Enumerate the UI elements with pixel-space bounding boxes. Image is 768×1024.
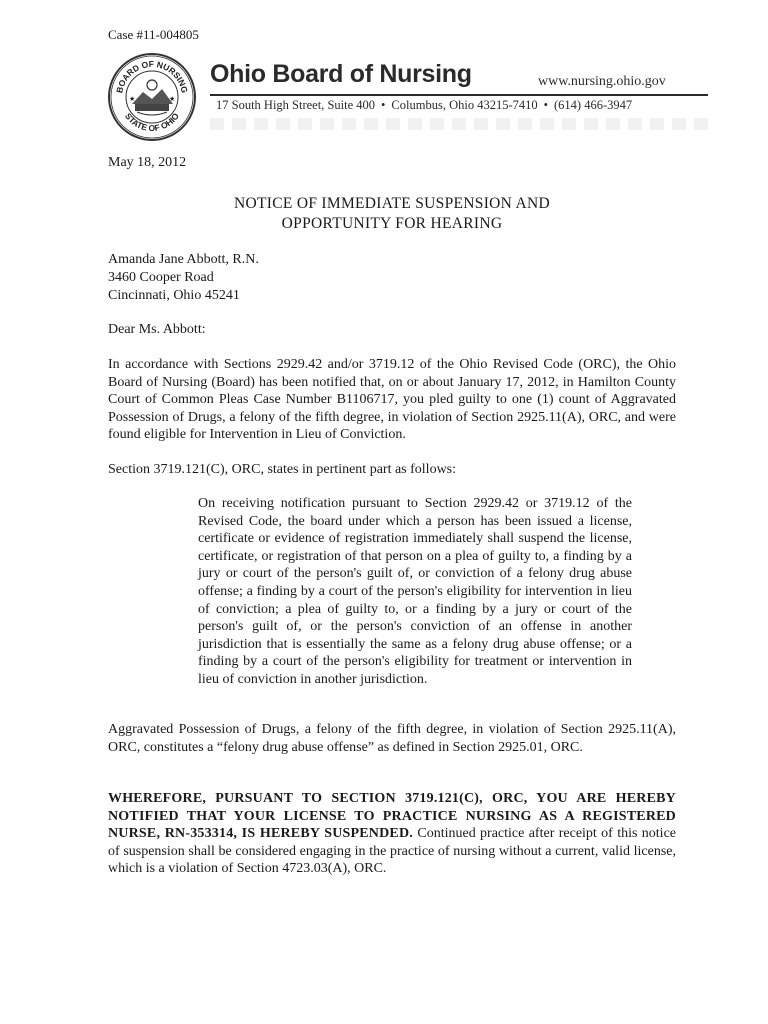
state-seal-icon (107, 52, 197, 142)
seal-top-text: BOARD OF NURSING (114, 58, 190, 94)
statute-quote: On receiving notification pursuant to Section 2929.42 or 3719.12 of the Revised Code, the board under which a person has been issued a license, certificate or evidence of registration immediately shall suspend the license, certificate, or registration of that person on a plea of guilty to, a finding by a jury or court of the person's guilt of, or conviction of a felony drug abuse offense; a finding by a court of the person's eligibility for intervention in lieu of conviction; a plea of guilty to, or a finding by a jury or court of the person's guilt of, or the person's conviction of an offense in another jurisdiction that is essentially the same as a felony drug abuse offense; or a finding by a court of the person's eligibility for treatment or intervention in lieu of conviction in another jurisdiction. (198, 496, 632, 687)
recipient-city: Cincinnati, Ohio 45241 (108, 288, 240, 303)
website: www.nursing.ohio.gov (538, 74, 666, 89)
paragraph-4 (108, 790, 676, 878)
suspension-notice-rest: Continued practice after receipt of this notice of suspension shall be considered engaging in the practice of nursing without a current, valid license, which is a violation of Section 4723.03(A), ORC. (108, 826, 676, 877)
seal-bottom-text: STATE OF OHIO (123, 111, 181, 134)
phone: (614) 466-3947 (554, 98, 633, 112)
notice-title (108, 194, 676, 234)
svg-text:★: ★ (129, 95, 136, 103)
paragraph-1: In accordance with Sections 2929.42 and/or 3719.12 of the Ohio Revised Code (ORC), the Ohio Board of Nursing (Board) has been notified that, on or about January 17, 2012, in Hamilton County Court of Common Pleas Case Number B1106717, you pled guilty to one (1) count of Aggravated Possession of Drugs, a felony of the fifth degree, in violation of Section 2925.11(A), ORC, and were found eligible for Intervention in Lieu of Conviction. (108, 357, 676, 443)
contact-line (216, 98, 632, 113)
suspension-notice-bold: WHEREFORE, PURSUANT TO SECTION 3719.121(C), ORC, YOU ARE HEREBY NOTIFIED THAT YOUR LICENSE TO PRACTICE NURSING AS A REGISTERED NURSE, RN-353314, IS HEREBY SUSPENDED. (108, 791, 676, 842)
svg-text:★: ★ (169, 95, 176, 103)
title-line-2: OPPORTUNITY FOR HEARING (281, 215, 503, 232)
address: 17 South High Street, Suite 400 (216, 98, 376, 112)
recipient-name: Amanda Jane Abbott, R.N. (108, 252, 259, 267)
organization-name: Ohio Board of Nursing (210, 60, 472, 88)
recipient-address (108, 251, 259, 305)
case-number: Case #11-004805 (108, 27, 199, 42)
bleed-through-shadow (210, 118, 708, 130)
header-divider (210, 94, 708, 96)
paragraph-3: Aggravated Possession of Drugs, a felony of the fifth degree, in violation of Section 2925.11(A), ORC, constitutes a “felony drug abuse offense” as defined in Section 2925.01, ORC. (108, 722, 676, 755)
city: Columbus, Ohio 43215-7410 (391, 98, 538, 112)
salutation: Dear Ms. Abbott: (108, 322, 206, 337)
paragraph-2: Section 3719.121(C), ORC, states in pertinent part as follows: (108, 462, 457, 477)
bullet-separator: • (381, 98, 386, 112)
recipient-street: 3460 Cooper Road (108, 270, 214, 285)
letter-date: May 18, 2012 (108, 155, 187, 170)
svg-text:STATE OF OHIO (123, 111, 181, 133)
title-line-1: NOTICE OF IMMEDIATE SUSPENSION AND (234, 195, 550, 212)
bullet-separator: • (543, 98, 548, 112)
